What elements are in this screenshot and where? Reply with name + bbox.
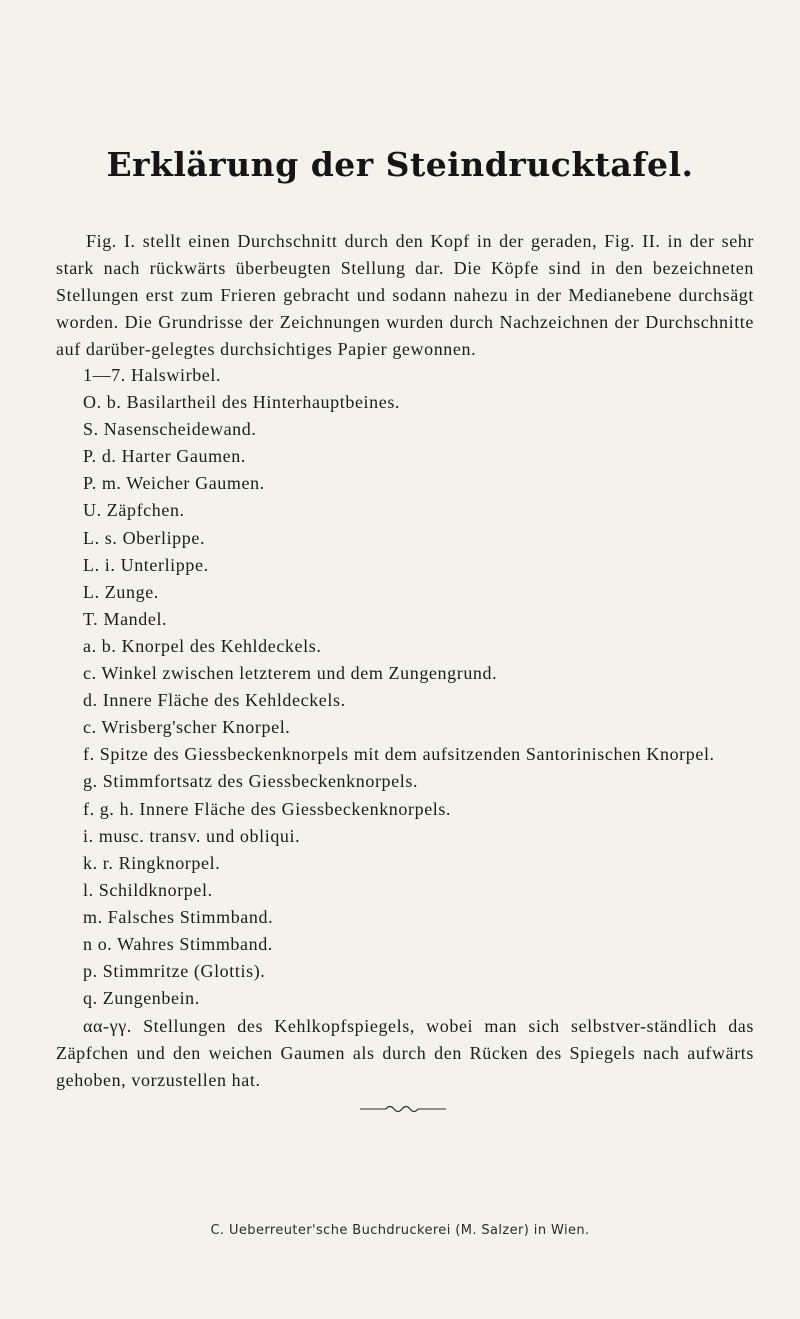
legend-item: f. g. h. Innere Fläche des Giessbeckenknorpels. <box>83 798 452 819</box>
legend-item: p. Stimmritze (Glottis). <box>83 961 266 982</box>
legend-item: i. musc. transv. und obliqui. <box>83 825 301 846</box>
closing-paragraph: αα-γγ. Stellungen des Kehlkopfspiegels, wobei man sich selbstver-ständlich das Zäpfchen und den weichen Gaumen als durch den Rücken des Spiegels nach aufwärts gehoben, vorzustellen hat. <box>56 1016 754 1090</box>
legend-item: n o. Wahres Stimmband. <box>83 933 273 954</box>
legend-item: P. m. Weicher Gaumen. <box>83 473 265 494</box>
printer-imprint: C. Ueberreuter'sche Buchdruckerei (M. Salzer) in Wien. <box>210 1223 590 1238</box>
legend-item: l. Schildknorpel. <box>83 879 213 900</box>
legend-item: a. b. Knorpel des Kehldeckels. <box>83 635 322 656</box>
legend-item: d. Innere Fläche des Kehldeckels. <box>83 690 346 711</box>
legend-item: 1—7. Halswirbel. <box>83 365 222 385</box>
figure-legend-list <box>83 362 763 1012</box>
legend-item: L. Zunge. <box>83 581 159 602</box>
legend-item: L. s. Oberlippe. <box>83 527 206 548</box>
legend-item: P. d. Harter Gaumen. <box>83 446 246 467</box>
legend-item: c. Wrisberg'scher Knorpel. <box>83 717 291 738</box>
legend-item: g. Stimmfortsatz des Giessbeckenknorpels. <box>83 771 419 792</box>
legend-item: S. Nasenscheidewand. <box>83 419 257 440</box>
page-title: Erklärung der Steindrucktafel. <box>106 145 694 184</box>
legend-item: k. r. Ringknorpel. <box>83 852 221 873</box>
legend-item: T. Mandel. <box>83 608 168 629</box>
legend-item: U. Zäpfchen. <box>83 500 185 521</box>
decorative-ornament <box>360 1103 446 1115</box>
intro-paragraph: Fig. I. stellt einen Durchschnitt durch den Kopf in der geraden, Fig. II. in der sehr stark nach rückwärts überbeugten Stellung dar. Die Köpfe sind in den bezeichneten Stellungen erst zum Frieren gebracht und sodann nahezu in der Medianebene durchsägt worden. Die Grundrisse der Zeichnungen wurden durch Nachzeichnen der Durchschnitte auf darüber-gelegtes durchsichtiges Papier gewonnen. <box>56 231 754 359</box>
legend-item: c. Winkel zwischen letzterem und dem Zungengrund. <box>83 663 498 684</box>
legend-item: O. b. Basilartheil des Hinterhauptbeines. <box>83 392 401 413</box>
legend-item: m. Falsches Stimmband. <box>83 906 274 927</box>
legend-item: f. Spitze des Giessbeckenknorpels mit dem aufsitzenden Santorinischen Knorpel. <box>83 744 715 765</box>
legend-item: q. Zungenbein. <box>83 988 200 1009</box>
legend-item: L. i. Unterlippe. <box>83 554 209 575</box>
